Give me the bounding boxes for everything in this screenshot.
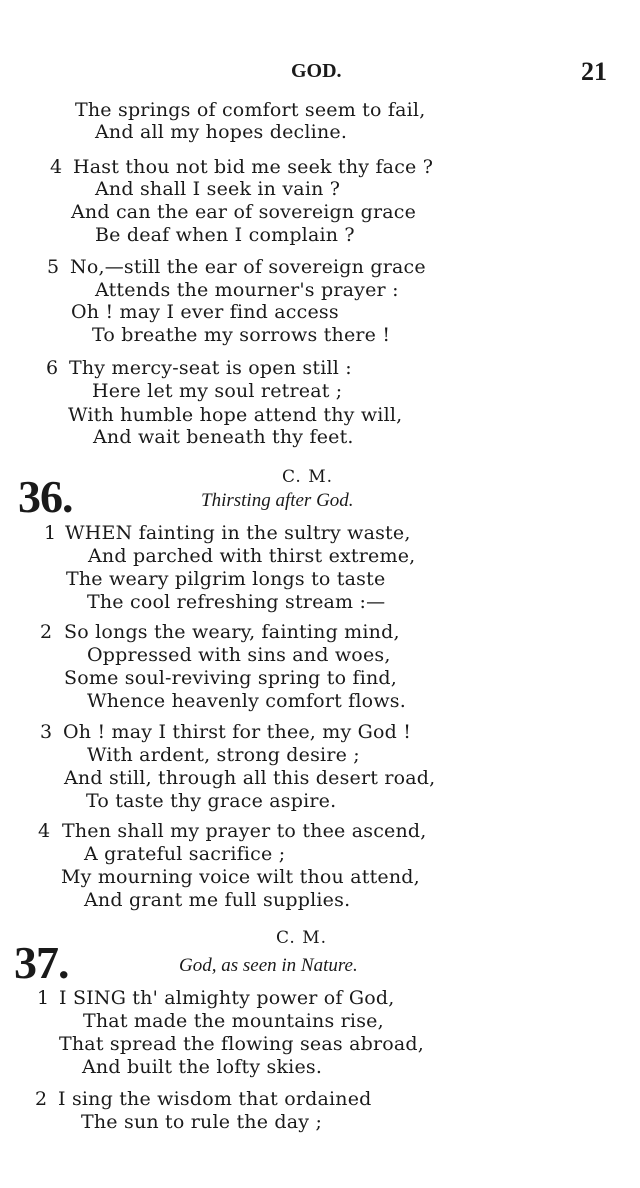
hymn-meter: C. M. <box>276 928 328 948</box>
stanza-number: 2 <box>40 621 53 643</box>
hymn-meter: C. M. <box>282 467 334 487</box>
verse-line: I sing the wisdom that ordained <box>58 1088 372 1110</box>
verse-line: Whence heavenly comfort flows. <box>87 690 406 712</box>
hymn-title: Thirsting after God. <box>201 490 354 511</box>
verse-line: So longs the weary, fainting mind, <box>64 621 400 643</box>
verse-line: My mourning voice wilt thou attend, <box>61 866 420 888</box>
verse-line: That made the mountains rise, <box>83 1010 384 1032</box>
hymn-number: 37. <box>14 937 69 988</box>
stanza-number: 5 <box>47 256 60 278</box>
stanza-number: 4 <box>38 820 51 842</box>
verse-line: That spread the flowing seas abroad, <box>59 1033 425 1055</box>
hymn-title: God, as seen in Nature. <box>179 955 358 976</box>
stanza-number: 1 <box>44 522 57 544</box>
verse-line: With humble hope attend thy will, <box>68 404 403 426</box>
verse-line: I SING th' almighty power of God, <box>59 987 395 1009</box>
verse-line: To taste thy grace aspire. <box>86 790 337 812</box>
verse-line: The springs of comfort seem to fail, <box>75 99 426 121</box>
verse-line: And grant me full supplies. <box>84 889 351 911</box>
stanza-number: 2 <box>35 1088 48 1110</box>
hymn-number: 36. <box>18 471 73 522</box>
verse-line: Be deaf when I complain ? <box>95 224 355 246</box>
verse-line: Oh ! may I ever find access <box>71 301 339 323</box>
verse-line: With ardent, strong desire ; <box>87 744 360 766</box>
verse-line: And wait beneath thy feet. <box>93 426 354 448</box>
running-head: GOD. <box>291 60 342 82</box>
page-number: 21 <box>581 57 607 86</box>
stanza-number: 6 <box>46 357 59 379</box>
verse-line: A grateful sacrifice ; <box>84 843 286 865</box>
verse-line: WHEN fainting in the sultry waste, <box>65 522 411 544</box>
verse-line: And parched with thirst extreme, <box>88 545 416 567</box>
verse-line: Attends the mourner's prayer : <box>95 279 399 301</box>
verse-line: And still, through all this desert road, <box>64 767 436 789</box>
stanza-number: 4 <box>50 156 63 178</box>
verse-line: And all my hopes decline. <box>95 121 348 143</box>
verse-line: Hast thou not bid me seek thy face ? <box>73 156 434 178</box>
verse-line: Thy mercy-seat is open still : <box>69 357 352 379</box>
verse-line: The sun to rule the day ; <box>81 1111 323 1133</box>
verse-line: Then shall my prayer to thee ascend, <box>62 820 427 842</box>
verse-line: Here let my soul retreat ; <box>92 380 343 402</box>
stanza-number: 1 <box>37 987 50 1009</box>
verse-line: The cool refreshing stream :— <box>87 591 386 613</box>
verse-line: And can the ear of sovereign grace <box>71 201 417 223</box>
verse-line: No,—still the ear of sovereign grace <box>70 256 426 278</box>
verse-line: The weary pilgrim longs to taste <box>66 568 386 590</box>
verse-line: Some soul-reviving spring to find, <box>64 667 398 689</box>
verse-line: Oh ! may I thirst for thee, my God ! <box>63 721 412 743</box>
stanza-number: 3 <box>40 721 53 743</box>
verse-line: And built the lofty skies. <box>82 1056 323 1078</box>
verse-line: And shall I seek in vain ? <box>95 178 341 200</box>
verse-line: Oppressed with sins and woes, <box>87 644 391 666</box>
verse-line: To breathe my sorrows there ! <box>92 324 391 346</box>
